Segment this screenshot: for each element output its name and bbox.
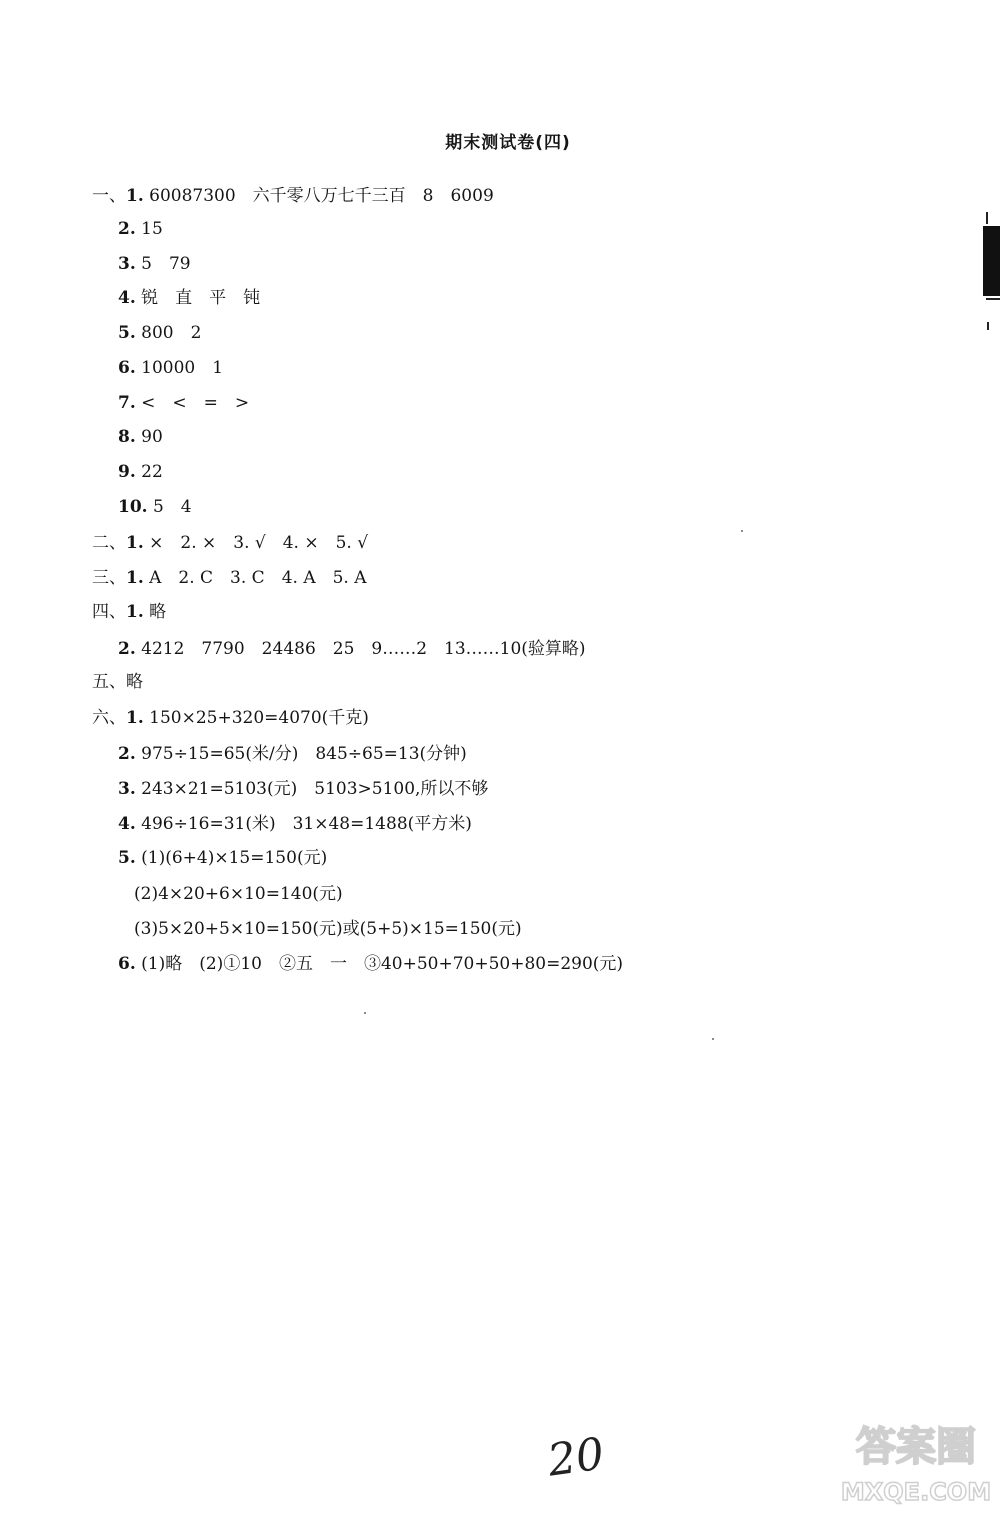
item-number: 1. [126, 568, 144, 588]
item-number: 3. [118, 779, 136, 799]
answer-text: 锐 直 平 钝 [135, 288, 261, 308]
item-number: 1. [126, 533, 144, 553]
item-number: 6. [118, 358, 136, 378]
item-number: 3. [118, 254, 136, 274]
answer-text: 90 [135, 427, 163, 447]
answer-line-1-4 [118, 287, 260, 309]
section-prefix: 一、 [92, 186, 126, 206]
answer-line-4-1 [92, 601, 166, 623]
answer-text: < < = > [135, 393, 250, 413]
answer-line-6-5-2 [134, 883, 343, 905]
handwritten-page-number: 20 [544, 1428, 608, 1487]
answer-line-6-3 [118, 778, 488, 800]
answer-text: 5 79 [135, 254, 191, 274]
item-number: 1. [126, 708, 144, 728]
scan-dot [741, 530, 743, 532]
answer-line-1-10 [118, 496, 192, 518]
answer-text: 800 2 [135, 323, 202, 343]
answer-text: 15 [135, 219, 163, 239]
page-title: 期末测试卷(四) [445, 133, 571, 153]
answer-line-1-9 [118, 461, 163, 483]
answer-line-6-6 [118, 953, 623, 975]
answer-line-2 [92, 532, 368, 554]
scan-dot [712, 1038, 714, 1040]
item-number: 2. [118, 744, 136, 764]
watermark-url: MXQE.COM [840, 1478, 992, 1506]
answer-text: (2)4×20+6×10=140(元) [134, 884, 343, 904]
item-number: 1. [126, 186, 144, 206]
answer-text: 5 4 [147, 497, 192, 517]
item-number: 7. [118, 393, 136, 413]
scan-edge-mark [986, 298, 1000, 300]
item-number: 2. [118, 219, 136, 239]
watermark-logo [832, 1408, 1000, 1511]
answer-line-6-1 [92, 707, 369, 729]
answer-line-1-1 [92, 185, 494, 207]
answer-text: 10000 1 [135, 358, 224, 378]
item-number: 6. [118, 954, 136, 974]
answer-line-1-6 [118, 357, 223, 379]
answer-line-5 [92, 671, 143, 693]
scan-edge-mark [986, 212, 988, 224]
answer-text: (1)(6+4)×15=150(元) [135, 848, 328, 868]
answer-text: 60087300 六千零八万七千三百 8 6009 [143, 186, 494, 206]
answer-line-6-5-1 [118, 847, 327, 869]
scan-edge-mark [987, 322, 989, 330]
answer-line-1-5 [118, 322, 201, 344]
scan-edge-bar [983, 226, 1000, 296]
answer-text: 略 [126, 672, 143, 692]
item-number: 5. [118, 848, 136, 868]
answer-line-1-7 [118, 392, 249, 414]
item-number: 4. [118, 814, 136, 834]
item-number: 8. [118, 427, 136, 447]
answer-text: 243×21=5103(元) 5103>5100,所以不够 [135, 779, 489, 799]
watermark-logo-graphic [832, 1408, 1000, 1511]
answer-line-6-4 [118, 813, 472, 835]
answer-text: 4212 7790 24486 25 9……2 13……10(验算略) [135, 639, 586, 659]
answer-line-6-2 [118, 743, 467, 765]
item-number: 9. [118, 462, 136, 482]
answer-line-3 [92, 567, 367, 589]
answer-text: (1)略 (2)①10 ②五 一 ③40+50+70+50+80=290(元) [135, 954, 624, 974]
item-number: 1. [126, 602, 144, 622]
answer-line-6-5-3 [134, 918, 522, 940]
answer-line-1-8 [118, 426, 163, 448]
answer-line-1-3 [118, 253, 191, 275]
item-number: 5. [118, 323, 136, 343]
section-prefix: 五、 [92, 672, 126, 692]
section-prefix: 二、 [92, 533, 126, 553]
item-number: 10. [118, 497, 148, 517]
answer-text: 975÷15=65(米/分) 845÷65=13(分钟) [135, 744, 467, 764]
answer-text: (3)5×20+5×10=150(元)或(5+5)×15=150(元) [134, 919, 522, 939]
section-prefix: 四、 [92, 602, 126, 622]
answer-text: × 2. × 3. √ 4. × 5. √ [143, 533, 369, 553]
answer-line-1-2 [118, 218, 163, 240]
answer-text: 150×25+320=4070(千克) [143, 708, 369, 728]
answer-line-4-2 [118, 638, 586, 660]
section-prefix: 三、 [92, 568, 126, 588]
answer-text: A 2. C 3. C 4. A 5. A [143, 568, 367, 588]
answer-text: 496÷16=31(米) 31×48=1488(平方米) [135, 814, 472, 834]
item-number: 4. [118, 288, 136, 308]
watermark-text: 答案圈 [856, 1424, 976, 1470]
section-prefix: 六、 [92, 708, 126, 728]
answer-text: 22 [135, 462, 163, 482]
item-number: 2. [118, 639, 136, 659]
answer-text: 略 [143, 602, 167, 622]
scan-dot [364, 1012, 366, 1014]
